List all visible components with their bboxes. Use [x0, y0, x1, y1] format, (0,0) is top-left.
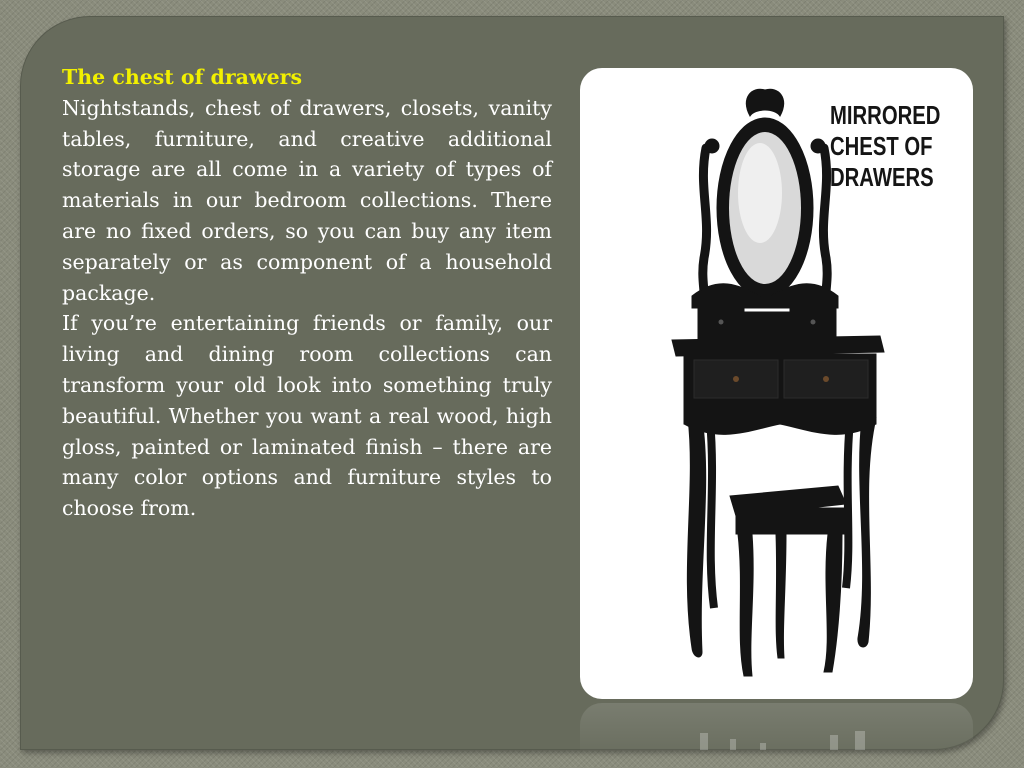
slide-panel: [20, 16, 1004, 750]
slide-text: [62, 62, 552, 524]
image-reflection: [580, 703, 973, 750]
image-caption: [830, 100, 939, 193]
paragraph-2: If you’re entertaining friends or family, our living and dining room collections can transform your old look into something truly beautiful. Whether you want a real wood, high gloss, painted or laminated finish – there are many color options and furniture styles to choose from.: [62, 311, 552, 521]
slide-heading: The chest of drawers: [62, 65, 302, 89]
caption-line-3: DRAWERS: [830, 162, 934, 192]
reflection-graphic: [580, 703, 973, 750]
caption-line-1: MIRRORED: [830, 100, 941, 130]
product-image: [580, 68, 973, 699]
paragraph-1: Nightstands, chest of drawers, closets, vanity tables, furniture, and creative additional storage are all come in a variety of types of materials in our bedroom collections. There are no fixed orders, so you can buy any item separately or as component of a household package.: [62, 95, 552, 305]
caption-line-2: CHEST OF: [830, 131, 933, 161]
